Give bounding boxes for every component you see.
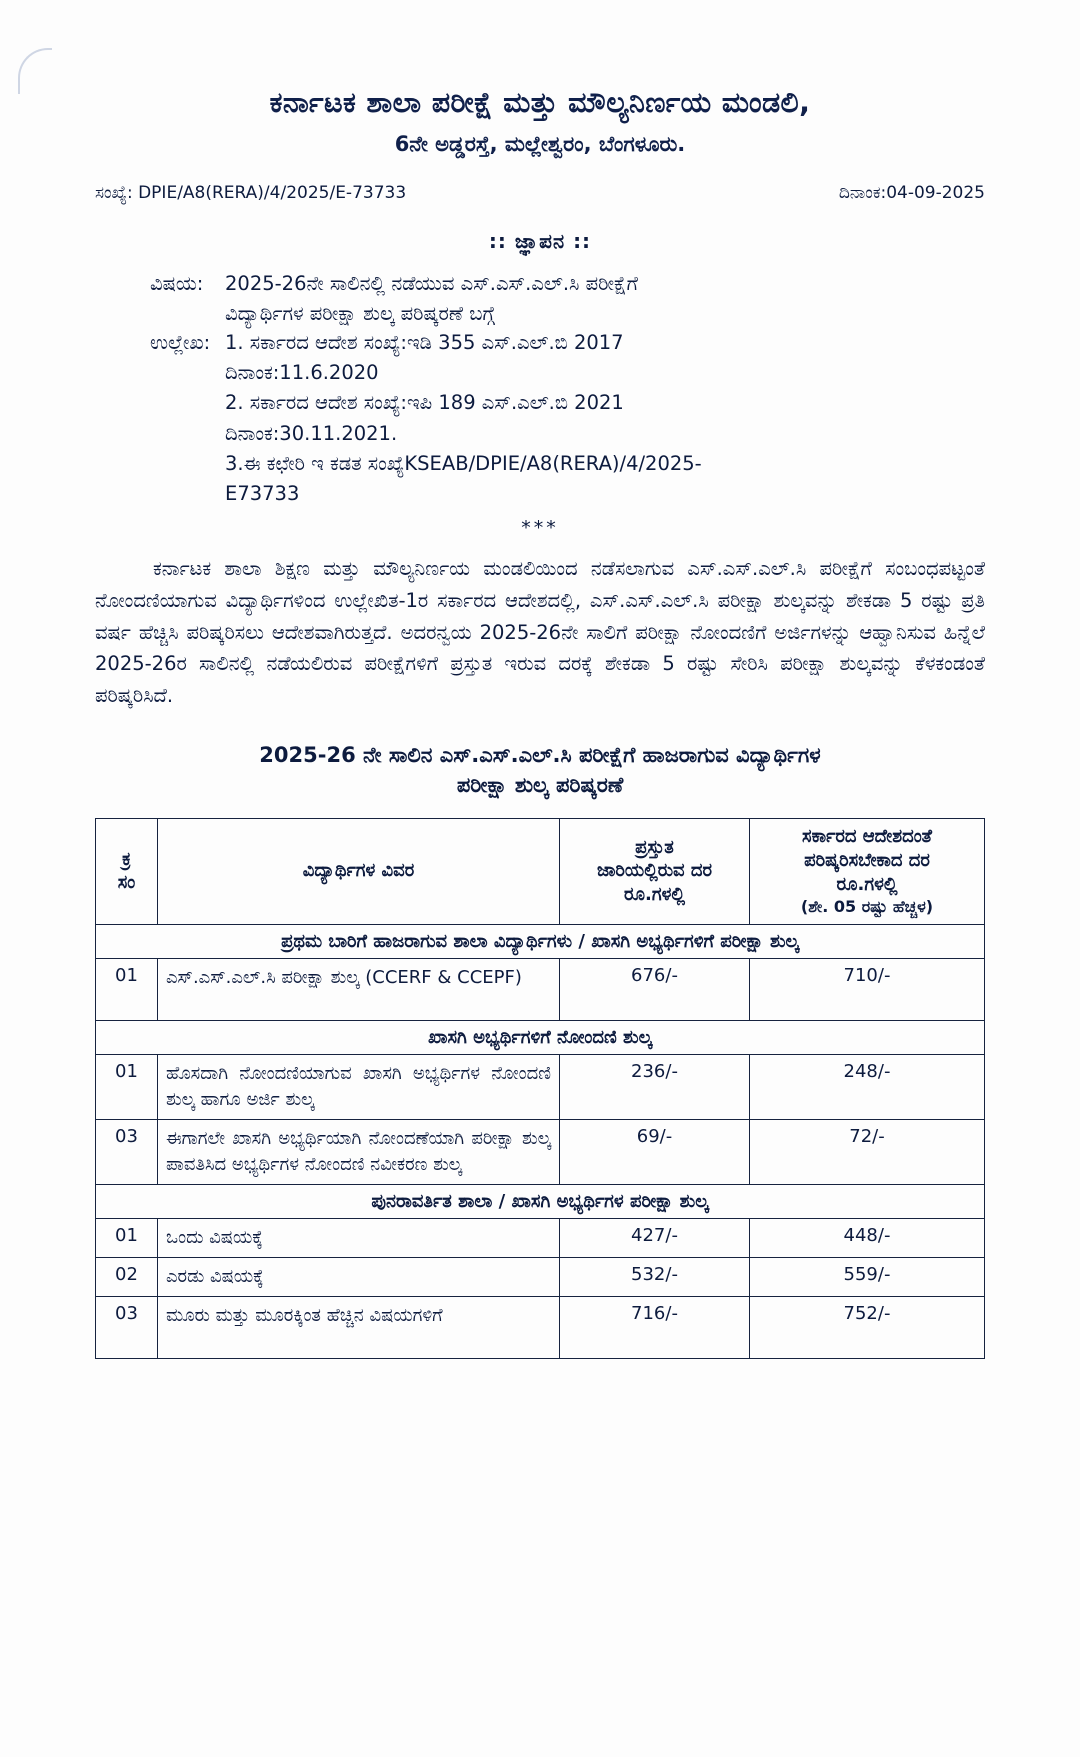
row-description: ಮೂರು ಮತ್ತು ಮೂರಕ್ಕಿಂತ ಹೆಚ್ಚಿನ ವಿಷಯಗಳಿಗೆ [158,1297,560,1359]
table-title-line-1: 2025-26 ನೇ ಸಾಲಿನ ಎಸ್.ಎಸ್.ಎಲ್.ಸಿ ಪರೀಕ್ಷೆಗೆ ಹಾಜರಾಗುವ ವಿದ್ಯಾರ್ಥಿಗಳ [259,743,821,768]
header-serial-line-1: ಕ್ರ [122,848,131,870]
table-row [96,1218,985,1257]
table-row [96,1054,985,1119]
reference-row [95,183,985,203]
header-current-line-2: ಜಾರಿಯಲ್ಲಿರುವ ದರ [596,860,713,882]
table-title [95,741,985,800]
row-serial: 03 [96,1119,158,1184]
row-description: ಒಂದು ವಿಷಯಕ್ಕೆ [158,1218,560,1257]
header-current-line-1: ಪ್ರಸ್ತುತ [635,836,674,858]
header-current-rate [560,819,750,924]
section-title-3: ಪುನರಾವರ್ತಿತ ಶಾಲಾ / ಖಾಸಗಿ ಅಭ್ಯರ್ಥಿಗಳ ಪರೀಕ್ಷಾ ಶುಲ್ಕ [96,1184,985,1218]
row-description: ಎಸ್.ಎಸ್.ಎಲ್.ಸಿ ಪರೀಕ್ಷಾ ಶುಲ್ಕ (CCERF & CCEPF) [158,958,560,1020]
fee-table [95,818,985,1359]
table-header-row [96,819,985,924]
row-current-rate: 427/- [560,1218,750,1257]
header-serial-line-2: ಸಂ [117,872,136,894]
scan-corner-artifact [18,48,52,94]
reference-item-1-line-2: ದಿನಾಂಕ:11.6.2020 [225,361,379,385]
row-current-rate: 236/- [560,1054,750,1119]
reference-number: DPIE/A8(RERA)/4/2025/E-73733 [138,183,407,204]
table-row [96,1119,985,1184]
section-heading-row [96,1020,985,1054]
section-title-2: ಖಾಸಗಿ ಅಭ್ಯರ್ಥಿಗಳಿಗೆ ನೋಂದಣಿ ಶುಲ್ಕ [96,1020,985,1054]
reference-number-block [95,183,406,203]
row-revised-rate: 72/- [750,1119,985,1184]
fee-table-head [96,819,985,924]
subject-reference-block [95,269,985,509]
header-description: ವಿದ್ಯಾರ್ಥಿಗಳ ವಿವರ [158,819,560,924]
row-description: ಎರಡು ವಿಷಯಕ್ಕೆ [158,1257,560,1296]
table-row [96,1257,985,1296]
section-heading-row [96,924,985,958]
row-serial: 01 [96,1054,158,1119]
reference-list-label: ಉಲ್ಲೇಖ: [150,330,211,354]
subject-label: ವಿಷಯ: [150,272,204,296]
reference-item-2-line-2: ದಿನಾಂಕ:30.11.2021. [225,421,398,445]
header-current-line-3: ರೂ.ಗಳಲ್ಲಿ [624,884,685,906]
table-row [96,1297,985,1359]
reference-label: ಸಂಖ್ಯೆ: [95,183,133,204]
memo-title: :: ಜ್ಞಾಪನ :: [488,229,592,254]
row-current-rate: 676/- [560,958,750,1020]
row-description: ಹೊಸದಾಗಿ ನೋಂದಣಿಯಾಗುವ ಖಾಸಗಿ ಅಭ್ಯರ್ಥಿಗಳ ನೋಂದಣಿ ಶುಲ್ಕ ಹಾಗೂ ಅರ್ಜಿ ಶುಲ್ಕ [158,1054,560,1119]
row-current-rate: 532/- [560,1257,750,1296]
row-description: ಈಗಾಗಲೇ ಖಾಸಗಿ ಅಭ್ಯರ್ಥಿಯಾಗಿ ನೋಂದಣೆಯಾಗಿ ಪರೀಕ್ಷಾ ಶುಲ್ಕ ಪಾವತಿಸಿದ ಅಭ್ಯರ್ಥಿಗಳ ನೋಂದಣಿ ನವೀಕರಣ ಶುಲ್ಕ [158,1119,560,1184]
reference-item-2-line-1: 2. ಸರ್ಕಾರದ ಆದೇಶ ಸಂಖ್ಯೆ:ಇಪಿ 189 ಎಸ್.ಎಲ್.ಬಿ 2021 [225,391,624,415]
subject-row [95,269,985,328]
reference-item-3-line-1: 3.ಈ ಕಛೇರಿ ಇ ಕಡತ ಸಂಖ್ಯೆKSEAB/DPIE/A8(RERA)/4/2025- [225,451,702,475]
row-revised-rate: 752/- [750,1297,985,1359]
reference-item-3-line-2: E73733 [225,482,300,506]
row-current-rate: 69/- [560,1119,750,1184]
row-revised-rate: 559/- [750,1257,985,1296]
fee-table-body [96,924,985,1359]
organization-address: 6ನೇ ಅಡ್ಡರಸ್ತೆ, ಮಲ್ಲೇಶ್ವರಂ, ಬೆಂಗಳೂರು. [394,132,686,157]
header-serial-number [96,819,158,924]
row-revised-rate: 448/- [750,1218,985,1257]
header-revised-line-2: ಪರಿಷ್ಕರಿಸಬೇಕಾದ ದರ [804,849,930,871]
subject-value [225,269,985,328]
body-paragraph: ಕರ್ನಾಟಕ ಶಾಲಾ ಶಿಕ್ಷಣ ಮತ್ತು ಮೌಲ್ಯನಿರ್ಣಯ ಮಂಡಲಿಯಿಂದ ನಡೆಸಲಾಗುವ ಎಸ್.ಎಸ್.ಎಲ್.ಸಿ ಪರೀಕ್ಷೆಗೆ ಸಂಬಂಧಪಟ್ಟಂತೆ ನೋಂದಣಿಯಾಗುವ ವಿದ್ಯಾರ್ಥಿಗಳಿಂದ ಉಲ್ಲೇಖಿತ-1ರ ಸರ್ಕಾರದ ಆದೇಶದಲ್ಲಿ, ಎಸ್.ಎಸ್.ಎಲ್.ಸಿ ಪರೀಕ್ಷಾ ಶುಲ್ಕವನ್ನು ಶೇಕಡಾ 5 ರಷ್ಟು ಪ್ರತಿ ವರ್ಷ ಹೆಚ್ಚಿಸಿ ಪರಿಷ್ಕರಿಸಲು ಆದೇಶವಾಗಿರುತ್ತದೆ. ಅದರನ್ವಯ 2025-26ನೇ ಸಾಲಿಗೆ ಪರೀಕ್ಷಾ ನೋಂದಣಿಗೆ ಅರ್ಜಿಗಳನ್ನು ಆಹ್ವಾನಿಸುವ ಹಿನ್ನೆಲೆ 2025-26ರ ಸಾಲಿನಲ್ಲಿ ನಡೆಯಲಿರುವ ಪರೀಕ್ಷೆಗಳಿಗೆ ಪ್ರಸ್ತುತ ಇರುವ ದರಕ್ಕೆ ಶೇಕಡಾ 5 ರಷ್ಟು ಸೇರಿಸಿ ಪರೀಕ್ಷಾ ಶುಲ್ಕವನ್ನು ಕೆಳಕಂಡಂತೆ ಪರಿಷ್ಕರಿಸಿದೆ. [95,557,985,707]
header-revised-note: (ಶೇ. 05 ರಷ್ಟು ಹೆಚ್ಚಳ) [800,897,934,917]
table-title-line-2: ಪರೀಕ್ಷಾ ಶುಲ್ಕ ಪರಿಷ್ಕರಣೆ [456,772,624,797]
document-date: ದಿನಾಂಕ:04-09-2025 [838,183,985,204]
header-revised-line-3: ರೂ.ಗಳಲ್ಲಿ [836,873,898,895]
table-row [96,958,985,1020]
organization-title: ಕರ್ನಾಟಕ ಶಾಲಾ ಪರೀಕ್ಷೆ ಮತ್ತು ಮೌಲ್ಯನಿರ್ಣಯ ಮಂಡಲಿ, [269,86,811,119]
header-revised-rate [750,819,985,924]
row-revised-rate: 248/- [750,1054,985,1119]
row-serial: 02 [96,1257,158,1296]
subject-line-2: ವಿದ್ಯಾರ್ಥಿಗಳ ಪರೀಕ್ಷಾ ಶುಲ್ಕ ಪರಿಷ್ಕರಣೆ ಬಗ್ಗೆ [225,301,495,325]
row-revised-rate: 710/- [750,958,985,1020]
reference-item-1-line-1: 1. ಸರ್ಕಾರದ ಆದೇಶ ಸಂಖ್ಯೆ:ಇಡಿ 355 ಎಸ್.ಎಲ್.ಬಿ 2017 [225,330,624,354]
section-separator: *** [521,517,559,540]
reference-list-value [225,328,985,510]
subject-line-1: 2025-26ನೇ ಸಾಲಿನಲ್ಲಿ ನಡೆಯುವ ಎಸ್.ಎಸ್.ಎಲ್.ಸಿ ಪರೀಕ್ಷೆಗೆ [225,272,638,296]
row-current-rate: 716/- [560,1297,750,1359]
header-revised-line-1: ಸರ್ಕಾರದ ಆದೇಶದಂತೆ [802,826,932,848]
row-serial: 03 [96,1297,158,1359]
row-serial: 01 [96,958,158,1020]
reference-list-row [95,328,985,510]
section-heading-row [96,1184,985,1218]
row-serial: 01 [96,1218,158,1257]
section-title-1: ಪ್ರಥಮ ಬಾರಿಗೆ ಹಾಜರಾಗುವ ಶಾಲಾ ವಿದ್ಯಾರ್ಥಿಗಳು / ಖಾಸಗಿ ಅಭ್ಯರ್ಥಿಗಳಿಗೆ ಪರೀಕ್ಷಾ ಶುಲ್ಕ [96,924,985,958]
